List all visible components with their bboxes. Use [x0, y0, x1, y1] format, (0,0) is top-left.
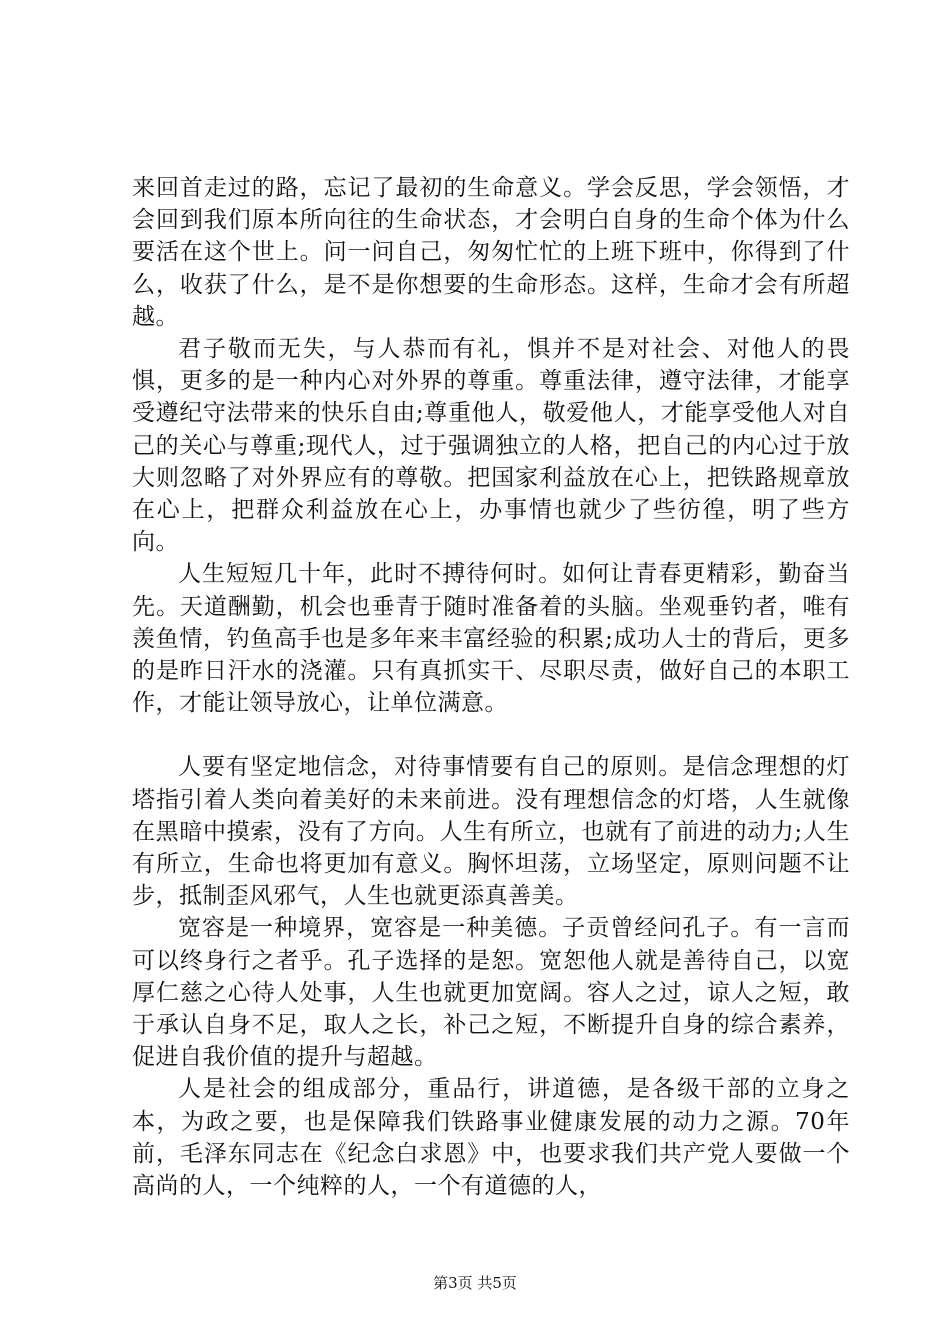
paragraph-6: 人是社会的组成部分，重品行，讲道德，是各级干部的立身之本，为政之要，也是保障我们铁路事业健康发展的动力之源。70年前，毛泽东同志在《纪念白求恩》中，也要求我们共产党人要做一个高尚的人，一个纯粹的人，一个有道德的人，: [132, 1076, 850, 1200]
paragraph-1: 来回首走过的路，忘记了最初的生命意义。学会反思，学会领悟，才会回到我们原本所向往的生命状态，才会明白自身的生命个体为什么要活在这个世上。问一问自己，匆匆忙忙的上班下班中，你得到了什么，收获了什么，是不是你想要的生命形态。这样，生命才会有所超越。: [132, 175, 850, 330]
paragraph-4: 人要有坚定地信念，对待事情要有自己的原则。是信念理想的灯塔指引着人类向着美好的未来前进。没有理想信念的灯塔，人生就像在黑暗中摸索，没有了方向。人生有所立，也就有了前进的动力;人生有所立，生命也将更加有意义。胸怀坦荡，立场坚定，原则问题不让步，抵制歪风邪气，人生也就更添真善美。: [132, 754, 850, 910]
paragraph-gap: [132, 719, 850, 751]
page-footer: 第3页 共5页: [433, 1274, 517, 1292]
paragraph-5: 宽容是一种境界，宽容是一种美德。子贡曾经问孔子。有一言而可以终身行之者乎。孔子选择的是恕。宽恕他人就是善待自己，以宽厚仁慈之心待人处事，人生也就更加宽阔。容人之过，谅人之短，敢于承认自身不足，取人之长，补己之短，不断提升自身的综合素养，促进自我价值的提升与超越。: [132, 915, 850, 1071]
paragraph-3: 人生短短几十年，此时不搏待何时。如何让青春更精彩，勤奋当先。天道酬勤，机会也垂青于随时准备着的头脑。坐观垂钓者，唯有羡鱼情，钓鱼高手也是多年来丰富经验的积累;成功人士的背后，更多的是昨日汗水的浇灌。只有真抓实干、尽职尽责，做好自己的本职工作，才能让领导放心，让单位满意。: [132, 561, 850, 717]
paragraph-2: 君子敬而无失，与人恭而有礼，惧并不是对社会、对他人的畏惧，更多的是一种内心对外界的尊重。尊重法律，遵守法律，才能享受遵纪守法带来的快乐自由;尊重他人，敬爱他人，才能享受他人对自己的关心与尊重;现代人，过于强调独立的人格，把自己的内心过于放大则忽略了对外界应有的尊敬。把国家利益放在心上，把铁路规章放在心上，把群众利益放在心上，办事情也就少了些彷徨，明了些方向。: [132, 336, 850, 556]
document-body: [132, 172, 850, 1202]
